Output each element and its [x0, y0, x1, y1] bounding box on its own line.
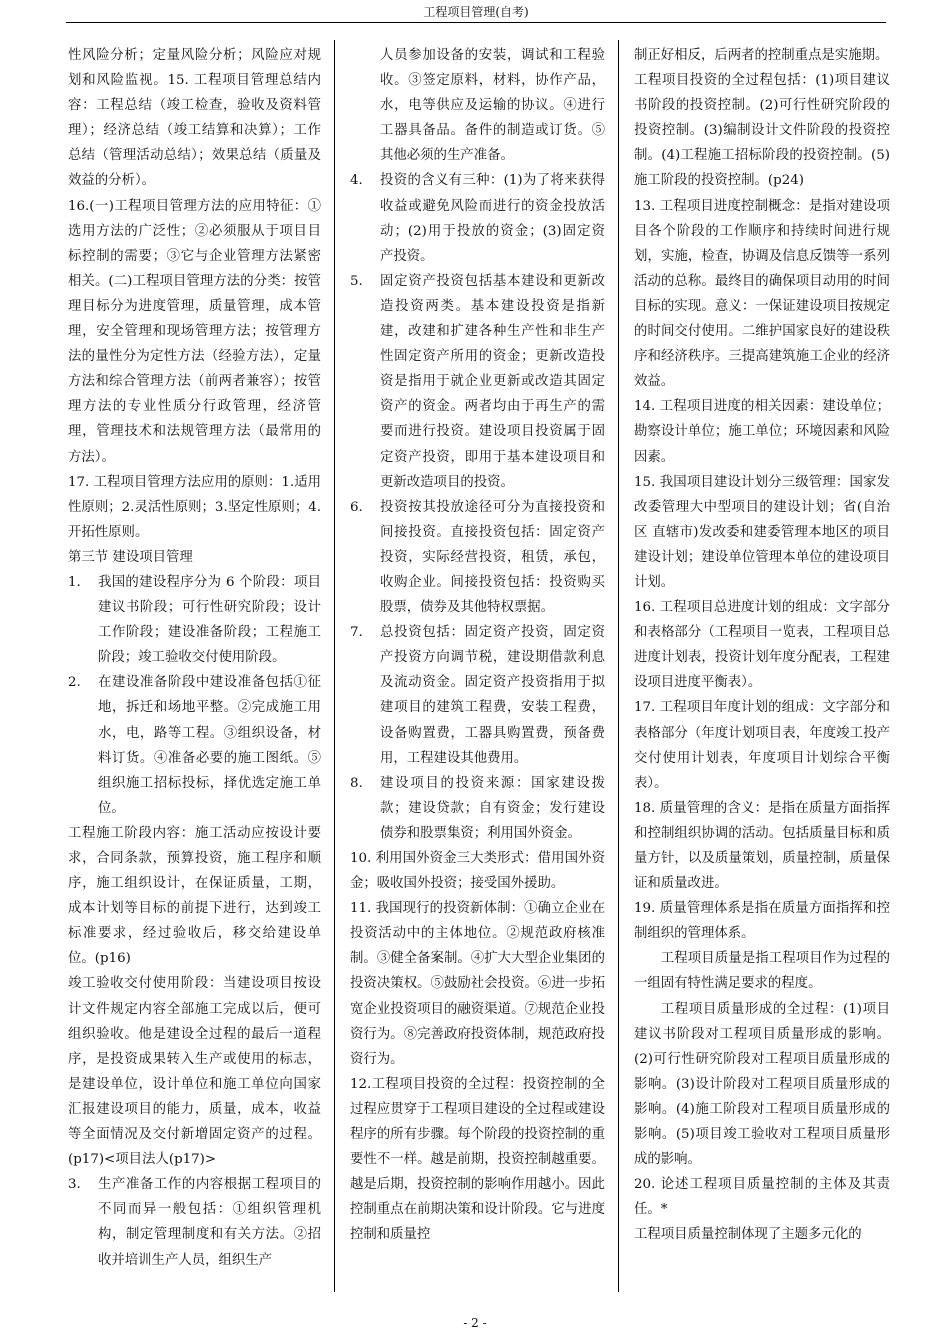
list-number: 8.	[350, 775, 363, 791]
list-item-continued	[350, 43, 605, 168]
list-text: 投资按其投放途径可分为直接投资和间接投资。直接投资包括：固定资产投资，实际经营投资，租赁，承包，收购企业。间接投资包括：投资购买股票，债券及其他特权票据。	[380, 499, 605, 616]
paragraph-risk-summary: 性风险分析；定量风险分析；风险应对规划和风险监视。15. 工程项目管理总结内容：工程总结（竣工检查，验收及资料管理）；经济总结（竣工结算和决算）；工作总结（管理活动总结）；效果总结（质量及效益的分析）。	[68, 48, 321, 189]
list-text: 人员参加设备的安装，调试和工程验收。③签定原料，材料，协作产品，水，电等供应及运输的协议。④进行工器具备品。备件的制造或订货。⑤其他必须的生产准备。	[380, 48, 605, 164]
paragraph-construction-stage: 工程施工阶段内容：施工活动应按设计要求，合同条款，预算投资，施工程序和顺序，施工组织设计，在保证质量，工期，成本计划等目标的前提下进行，达到竣工标准要求，经过验收后，移交给建设单位。(p16)	[68, 825, 321, 967]
paragraph-quality-system: 19. 质量管理体系是指在质量方面指挥和控制组织的管理体系。	[634, 901, 890, 942]
list-number: 6.	[350, 499, 363, 515]
list-number: 2.	[68, 675, 81, 691]
paragraph-plan-levels: 15. 我国项目建设计划分三级管理：国家发改委管理大中型项目的建设计划；省(自治区 直辖市)发改委和建委管理本地区的项目建设计划；建设单位管理本单位的建设项目计划。	[634, 474, 890, 590]
list-item	[350, 495, 605, 620]
list-item	[350, 771, 605, 846]
paragraph-investment-stages: 工程项目投资的全过程包括：(1)项目建议书阶段的投资控制。(2)可行性研究阶段的投资控制。(3)编制设计文件阶段的投资控制。(4)工程施工招标阶段的投资控制。(5)施工阶段的投资控制。(p24)	[634, 73, 890, 189]
column-divider-left	[334, 40, 335, 1292]
column-divider-right	[618, 40, 619, 1292]
text-column-3	[634, 43, 890, 1290]
list-number: 3.	[68, 1177, 81, 1193]
paragraph-investment-process: 12.工程项目投资的全过程：投资控制的全过程应贯穿于工程项目建设的全过程或建设程序的所有步骤。每个阶段的投资控制的重要性不一样。越是前期，投资控制越重要。越是后期，投资控制的影响作用越小。因此控制重点在前期决策和设计阶段。它与进度控制和质量控	[350, 1076, 605, 1243]
page-header	[66, 4, 886, 23]
list-item	[350, 168, 605, 268]
list-item	[350, 620, 605, 771]
paragraph-quality-control-question: 20. 论述工程项目质量控制的主体及其责任。*	[634, 1177, 890, 1218]
paragraph-quality-control-answer: 工程项目质量控制体现了主题多元化的	[634, 1227, 862, 1243]
paragraph-quality-process: 工程项目质量形成的全过程：(1)项目建议书阶段对工程项目质量形成的影响。(2)可行性研究阶段对工程项目质量形成的影响。(3)设计阶段对工程项目质量形成的影响。(4)施工阶段对工程项目质量形成的影响。(5)项目竣工验收对工程项目质量形成的影响。	[634, 1001, 890, 1168]
list-number: 1.	[68, 574, 81, 590]
list-text: 总投资包括：固定资产投资，固定资产投资方向调节税，建设期借款利息及流动资金。固定资产投资指用于拟建项目的建筑工程费，安装工程费，设备购置费，工器具购置费，预备费用，工程建设其他费用。	[380, 625, 605, 766]
header-title: 工程项目管理(自考)	[423, 5, 529, 19]
text-column-2	[350, 43, 605, 1290]
paragraph-continued: 制正好相反，后两者的控制重点是实施期。	[634, 48, 889, 63]
paragraph-method-features: 16.(一)工程项目管理方法的应用特征：①选用方法的广泛性；②必须服从于项目目标控制的需要；③它与企业管理方法紧密相关。(二)工程项目管理方法的分类：按管理目标分为进度管理，质量管理，成本管理，安全管理和现场管理方法；按管理方法的量性分为定性方法（经验方法），定量方法和综合管理方法（前两者兼容）；按管理方法的专业性质分行政管理，经济管理，管理技术和法规管理方法（最常用的方法）。	[68, 198, 321, 465]
list-text: 我国的建设程序分为 6 个阶段：项目建议书阶段；可行性研究阶段；设计工作阶段；建设准备阶段；工程施工阶段；竣工验收交付使用阶段。	[98, 574, 321, 666]
section-heading: 第三节 建设项目管理	[68, 549, 193, 565]
list-text: 固定资产投资包括基本建设和更新改造投资两类。基本建设投资是指新建，改建和扩建各种生产性和非生产性固定资产所用的资金；更新改造投资是指用于就企业更新或改造其固定资产的资金。两者均由于再生产的需要而进行投资。建设项目投资属于固定资产投资，即用于基本建设项目和更新改造项目的投资。	[380, 273, 605, 490]
paragraph-method-principles: 17. 工程项目管理方法应用的原则：1.适用性原则；2.灵活性原则；3.坚定性原则；4.开拓性原则。	[68, 474, 321, 540]
list-item	[68, 570, 321, 670]
page-number: - 2 -	[463, 1316, 487, 1330]
paragraph-annual-plan: 17. 工程项目年度计划的组成：文字部分和表格部分（年度计划项目表，年度竣工投产交付使用计划表，年度项目计划综合平衡表）。	[634, 700, 890, 791]
paragraph-schedule-factors: 14. 工程项目进度的相关因素：建设单位；勘察设计单位；施工单位；环境因素和风险因素。	[634, 399, 890, 465]
list-text: 生产准备工作的内容根据工程项目的不同而异一般包括：①组织管理机构，制定管理制度和有关方法。②招收并培训生产人员，组织生产	[98, 1177, 321, 1268]
paragraph-foreign-capital: 10. 利用国外资金三大类形式：借用国外资金；吸收国外投资；接受国外援助。	[350, 851, 605, 892]
list-text: 建设项目的投资来源：国家建设拨款；建设贷款；自有资金；发行建设债券和股票集资；利用国外资金。	[380, 775, 605, 841]
paragraph-master-schedule: 16. 工程项目总进度计划的组成：文字部分和表格部分（工程项目一览表，工程项目总进度计划表，投资计划年度分配表，工程建设项目进度平衡表）。	[634, 600, 890, 691]
list-item	[68, 1172, 321, 1272]
list-number: 4.	[350, 173, 363, 189]
list-item	[350, 269, 605, 495]
list-text: 在建设准备阶段中建设准备包括①征地，拆迁和场地平整。②完成施工用水，电，路等工程。③组织设备，材料订货。④准备必要的施工图纸。⑤组织施工招标投标，择优选定施工单位。	[98, 675, 321, 816]
list-item	[68, 670, 321, 821]
paragraph-acceptance-stage: 竣工验收交付使用阶段：当建设项目按设计文件规定内容全部施工完成以后，便可组织验收。他是建设全过程的最后一道程序，是投资成果转入生产或使用的标志，是建设单位，设计单位和施工单位向国家汇报建设项目的能力，质量，成本，收益等全面情况及交付新增固定资产的过程。(p17)<项目法人(p17)>	[68, 976, 321, 1168]
paragraph-quality-definition: 工程项目质量是指工程项目作为过程的一组固有特性满足要求的程度。	[634, 951, 890, 992]
list-number: 5.	[350, 273, 363, 289]
paragraph-quality-management: 18. 质量管理的含义：是指在质量方面指挥和控制组织协调的活动。包括质量目标和质量方针，以及质量策划，质量控制，质量保证和质量改进。	[634, 800, 890, 892]
paragraph-investment-system: 11. 我国现行的投资新体制：①确立企业在投资活动中的主体地位。②规范政府核准制。③健全备案制。④扩大大型企业集团的投资决策权。⑤鼓励社会投资。⑥进一步拓宽企业投资项目的融资渠道。⑦规范企业投资行为。⑧完善政府投资体制，规范政府投资行为。	[350, 901, 605, 1067]
text-column-1	[68, 43, 321, 1290]
paragraph-schedule-control: 13. 工程项目进度控制概念：是指对建设项目各个阶段的工作顺序和持续时间进行规划，实施，检查，协调及信息反馈等一系列活动的总称。最终目的确保项目动用的时间目标的实现。意义：一保证建设项目按规定的时间交付使用。二维护国家良好的建设秩序和经济秩序。三提高建筑施工企业的经济效益。	[634, 198, 890, 390]
list-number: 7.	[350, 625, 363, 641]
list-text: 投资的含义有三种：(1)为了将来获得收益或避免风险而进行的资金投放活动；(2)用于投放的资金；(3)固定资产投资。	[380, 173, 605, 264]
